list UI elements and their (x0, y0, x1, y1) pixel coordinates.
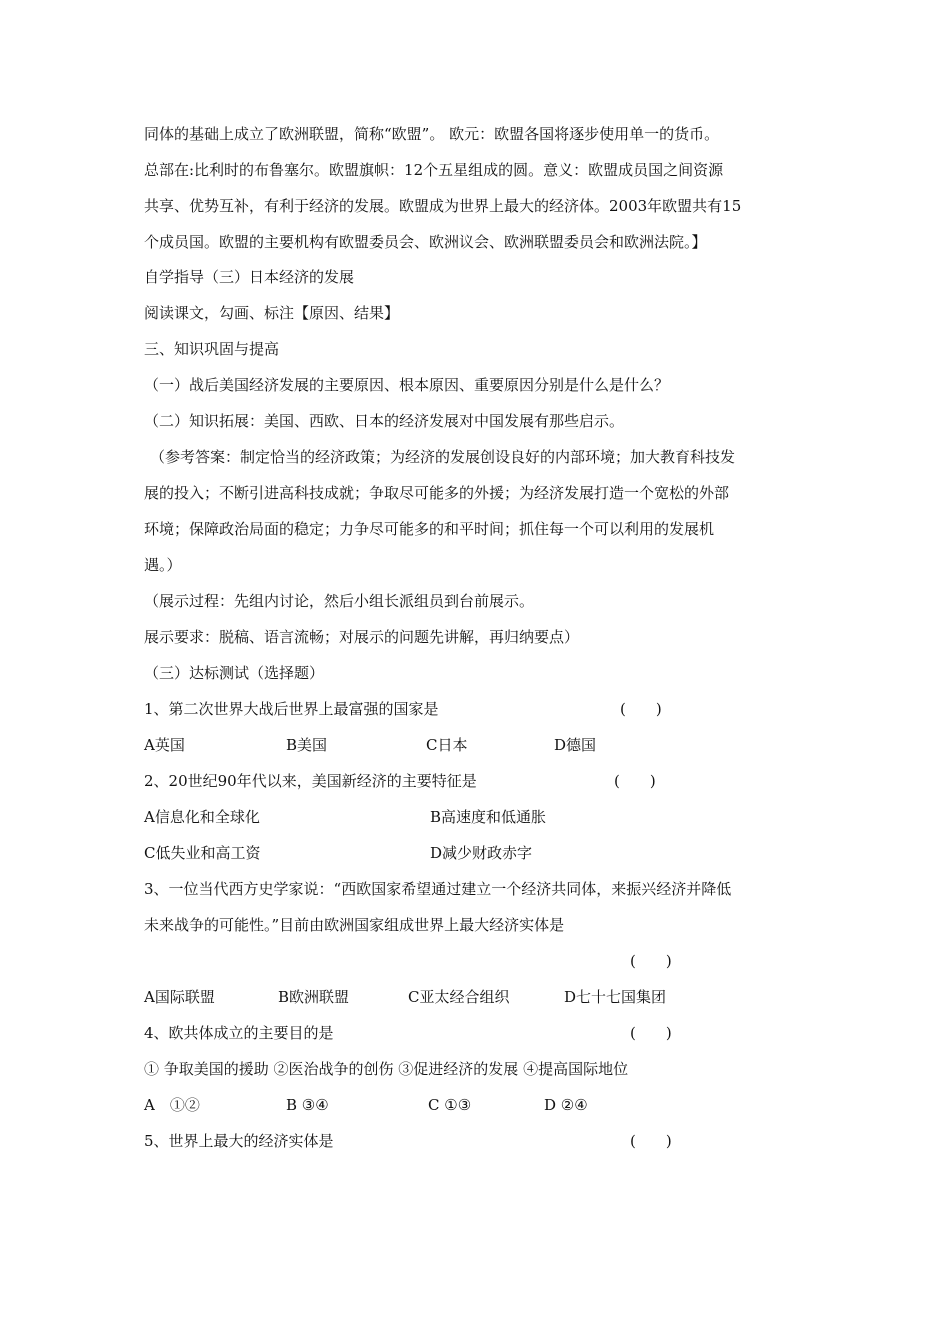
paragraph-line: 同体的基础上成立了欧洲联盟，简称“欧盟”。 欧元：欧盟各国将逐步使用单一的货币。 (144, 125, 720, 143)
question-3-line: 3、一位当代西方史学家说：“西欧国家希望通过建立一个经济共同体，来振兴经济并降低 (144, 880, 732, 898)
option-b: B美国 (286, 736, 328, 754)
option-a: A信息化和全球化 (144, 808, 260, 826)
reference-answer-line: 环境；保障政治局面的稳定；力争尽可能多的和平时间；抓住每一个可以利用的发展机 (144, 520, 715, 538)
question-1 (144, 699, 704, 719)
answer-bracket: ( ) (620, 700, 662, 718)
option-a: A国际联盟 (144, 988, 215, 1006)
option-b: B高速度和低通胀 (430, 808, 547, 826)
reference-answer-line: 遇。） (144, 556, 182, 574)
paragraph-line: 共享、优势互补，有利于经济的发展。欧盟成为世界上最大的经济体。2003年欧盟共有15 (144, 197, 742, 215)
option-a: A英国 (144, 736, 185, 754)
paragraph-line: 总部在:比利时的布鲁塞尔。欧盟旗帜：12个五星组成的圆。意义：欧盟成员国之间资源 (144, 161, 724, 179)
answer-bracket: ( ) (630, 952, 672, 970)
option-d: D减少财政赤字 (430, 844, 533, 862)
answer-bracket: ( ) (630, 1132, 672, 1150)
question-5 (144, 1131, 704, 1151)
question-text: 4、欧共体成立的主要目的是 (144, 1024, 334, 1042)
option-c: C低失业和高工资 (144, 844, 261, 862)
answer-bracket: ( ) (630, 1024, 672, 1042)
question-2 (144, 771, 704, 791)
question-4-options (144, 1095, 704, 1115)
question-text: 1、第二次世界大战后世界上最富强的国家是 (144, 700, 439, 718)
question-4-statements: ① 争取美国的援助 ②医治战争的创伤 ③促进经济的发展 ④提高国际地位 (144, 1060, 629, 1078)
test-heading: （三）达标测试（选择题） (144, 664, 325, 682)
option-d: D ②④ (544, 1096, 588, 1114)
option-a: A ①② (144, 1096, 200, 1114)
option-d: D七十七国集团 (564, 988, 667, 1006)
option-c: C日本 (426, 736, 468, 754)
option-b: B欧洲联盟 (278, 988, 350, 1006)
knowledge-item-1: （一）战后美国经济发展的主要原因、根本原因、重要原因分别是什么是什么？ (144, 376, 670, 394)
self-study-instruction: 阅读课文，勾画、标注【原因、结果】 (144, 304, 400, 322)
question-1-options (144, 735, 704, 755)
question-3-bracket-row (144, 951, 704, 971)
question-3-options (144, 987, 704, 1007)
option-c: C亚太经合组织 (408, 988, 510, 1006)
answer-bracket: ( ) (614, 772, 656, 790)
knowledge-item-2: （二）知识拓展：美国、西欧、日本的经济发展对中国发展有那些启示。 (144, 412, 625, 430)
question-2-options-row-1 (144, 807, 704, 827)
paragraph-line: 个成员国。欧盟的主要机构有欧盟委员会、欧洲议会、欧洲联盟委员会和欧洲法院。】 (144, 233, 707, 251)
reference-answer-line: （参考答案：制定恰当的经济政策；为经济的发展创设良好的内部环境；加大教育科技发 (150, 448, 736, 466)
display-process: （展示过程：先组内讨论，然后小组长派组员到台前展示。 (144, 592, 535, 610)
option-c: C ①③ (428, 1096, 472, 1114)
section-heading: 三、知识巩固与提高 (144, 340, 280, 358)
option-b: B ③④ (286, 1096, 329, 1114)
question-2-options-row-2 (144, 843, 704, 863)
option-d: D德国 (554, 736, 597, 754)
self-study-heading: 自学指导（三）日本经济的发展 (144, 268, 355, 286)
question-text: 5、世界上最大的经济实体是 (144, 1132, 334, 1150)
display-requirements: 展示要求：脱稿、语言流畅；对展示的问题先讲解，再归纳要点） (144, 628, 580, 646)
reference-answer-line: 展的投入；不断引进高科技成就；争取尽可能多的外援；为经济发展打造一个宽松的外部 (144, 484, 730, 502)
question-3-line: 未来战争的可能性。”目前由欧洲国家组成世界上最大经济实体是 (144, 916, 565, 934)
question-text: 2、20世纪90年代以来，美国新经济的主要特征是 (144, 772, 477, 790)
question-4 (144, 1023, 704, 1043)
